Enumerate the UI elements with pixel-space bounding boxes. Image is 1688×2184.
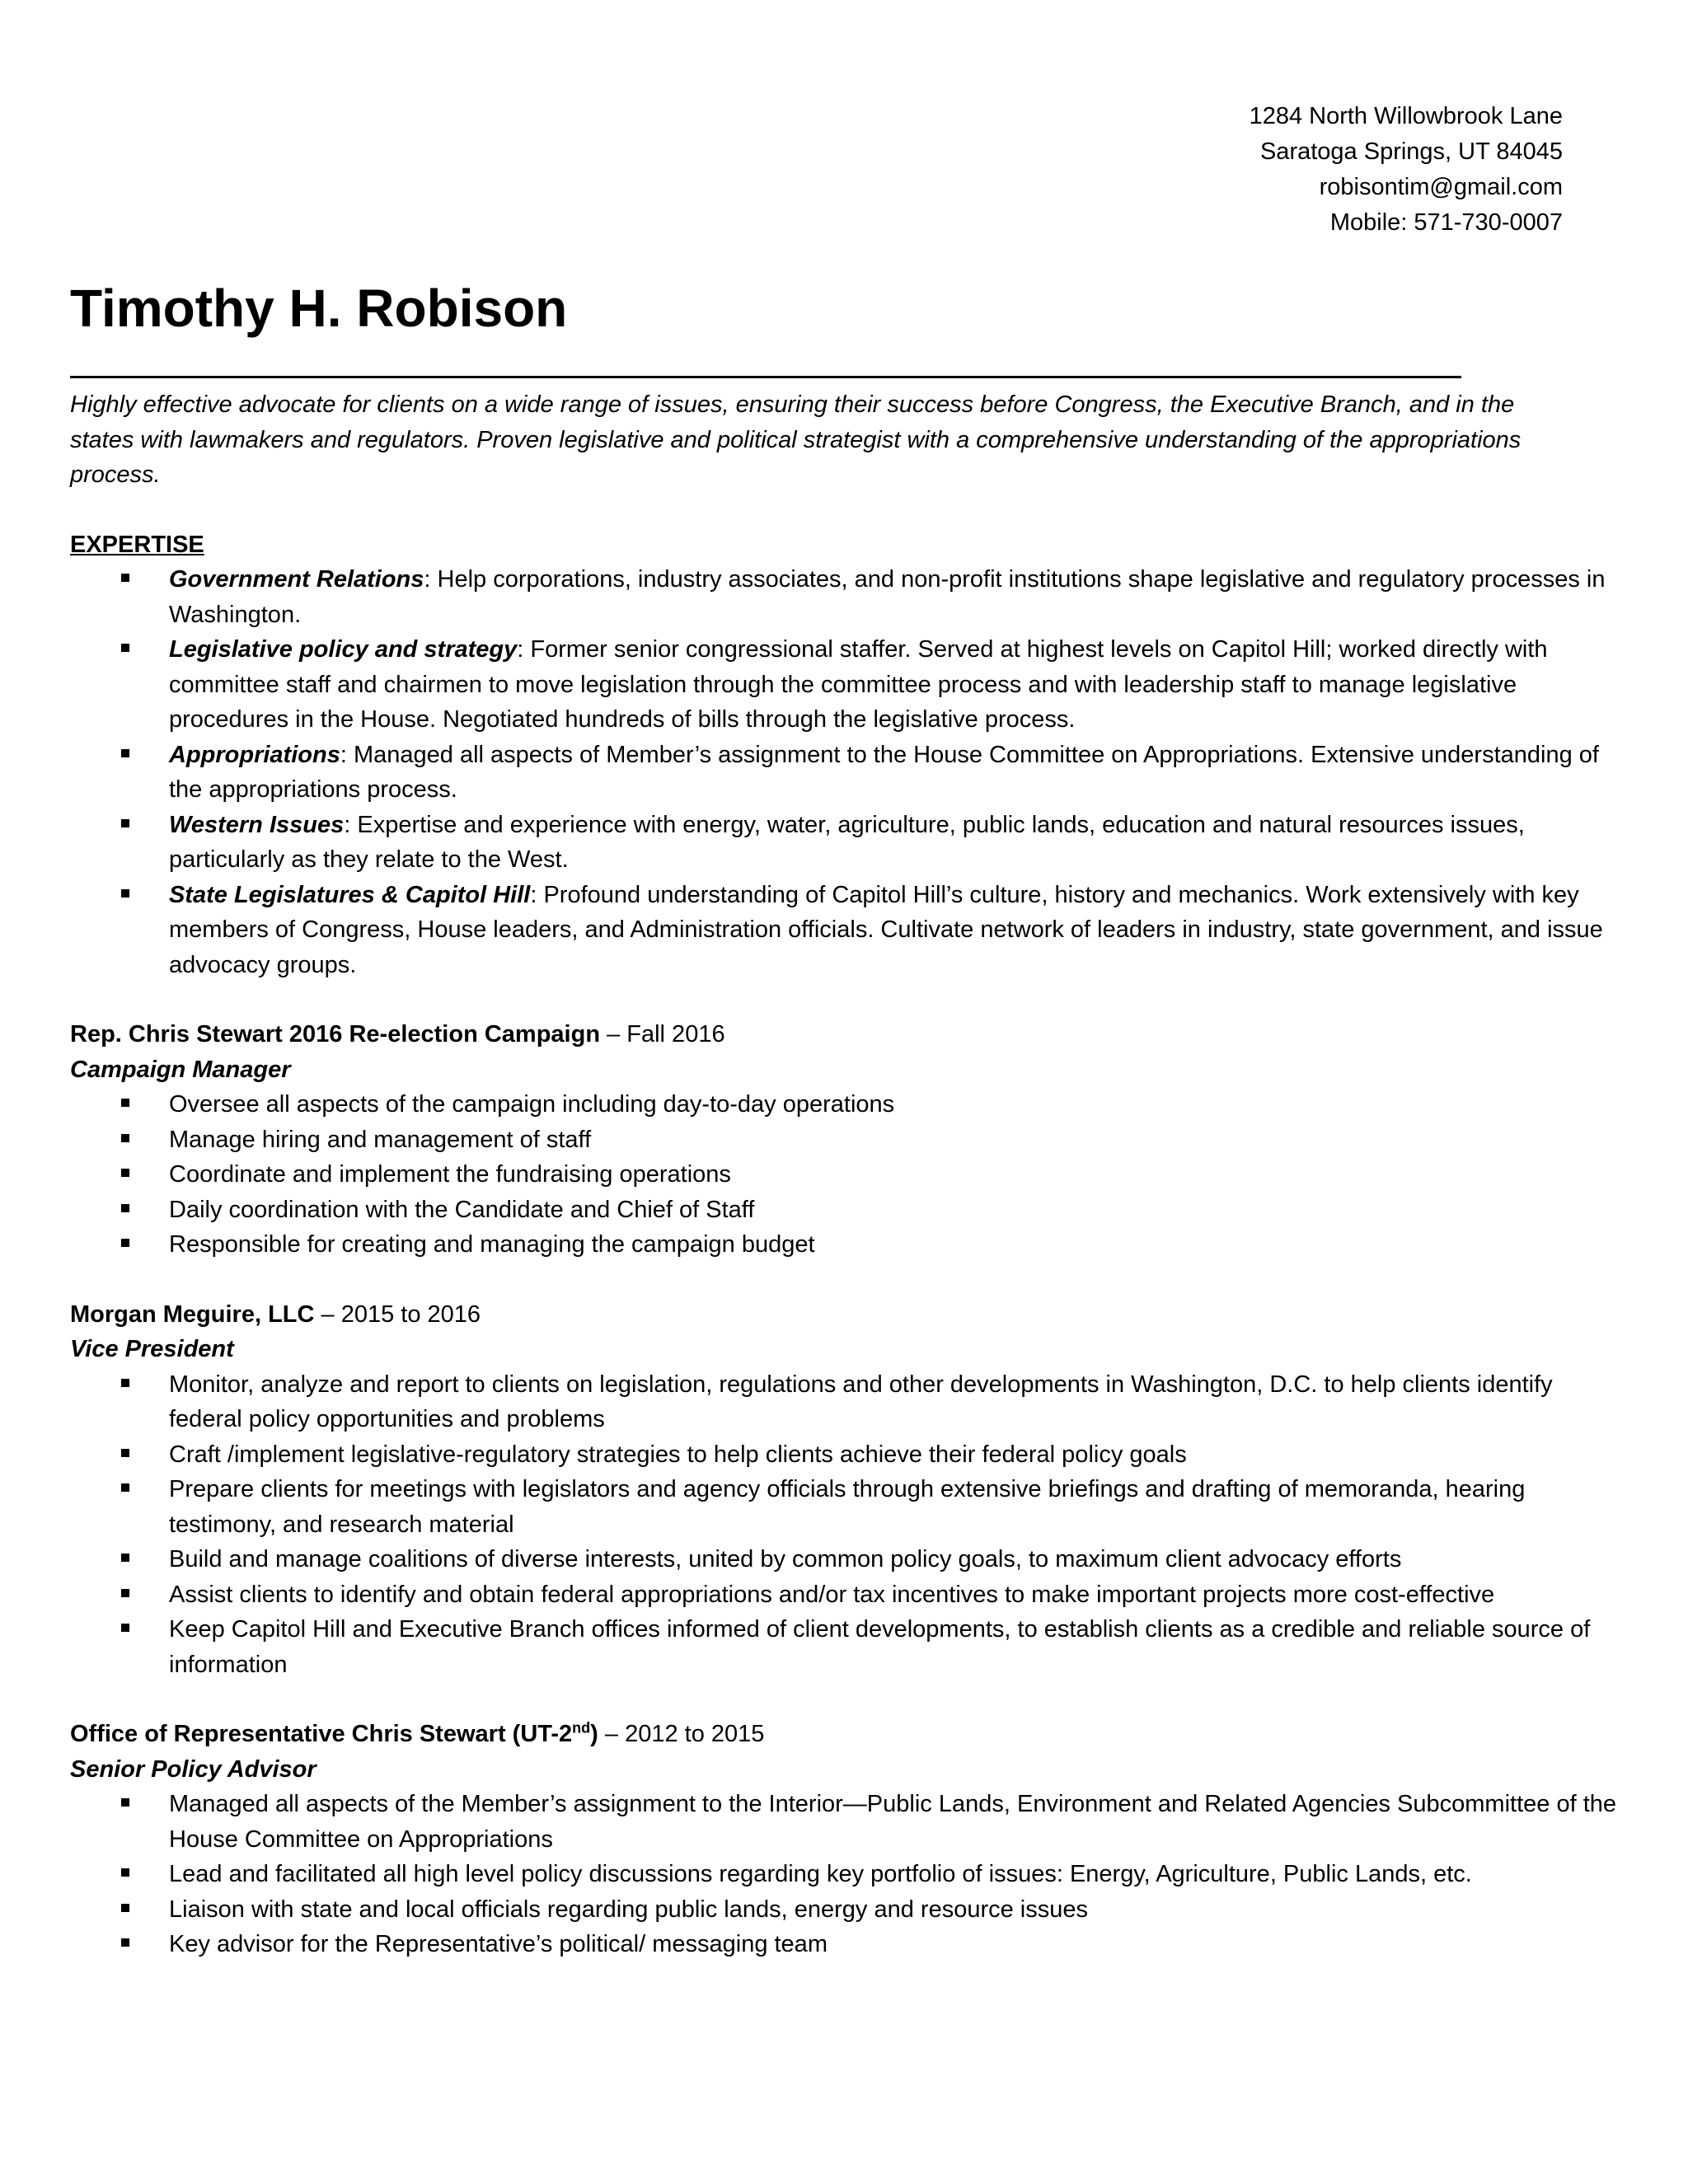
job-bullet: Assist clients to identify and obtain federal appropriations and/or tax incentives to make important projects more cost-effective [70, 1577, 1620, 1613]
expertise-item [70, 632, 1620, 738]
job-bullet: Monitor, analyze and report to clients on legislation, regulations and other developments in Washington, D.C. to help clients identify federal policy opportunities and problems [70, 1367, 1620, 1437]
expertise-item-text: Managed all aspects of Member’s assignment to the House Committee on Appropriations. Extensive understanding of the appropriations process. [169, 741, 1599, 803]
job-organization-superscript: nd [572, 1719, 591, 1736]
resume-body [70, 387, 1620, 1962]
job-organization [70, 1721, 598, 1747]
job-header [70, 1717, 1620, 1752]
contact-block [1250, 99, 1563, 241]
contact-city: Saratoga Springs, UT 84045 [1259, 138, 1563, 165]
job-bullets [70, 1787, 1620, 1962]
job-organization: Morgan Meguire, LLC [70, 1301, 315, 1328]
job-bullet: Prepare clients for meetings with legislators and agency officials through extensive briefings and drafting of memoranda, hearing testimony, and research material [70, 1472, 1620, 1542]
expertise-item-sep: : [344, 811, 358, 838]
job-organization: Rep. Chris Stewart 2016 Re-election Campaign [70, 1021, 601, 1047]
expertise-item-lead: Western Issues [169, 811, 345, 838]
job-bullet: Responsible for creating and managing the campaign budget [70, 1227, 1620, 1263]
expertise-item-text: Former senior congressional staffer. Served at highest levels on Capitol Hill; worked directly with committee staff and chairmen to move legislation through the committee process and with leadership staff to manage legislative procedures in the House. Negotiated hundreds of bills through the legislative process. [169, 636, 1548, 733]
job-dates: – 2015 to 2016 [314, 1301, 481, 1328]
expertise-item-text: Profound understanding of Capitol Hill’s culture, history and mechanics. Work extensively with key members of Congress, House leaders, and Administration officials. Cultivate network of leaders in industry, state government, and issue advocacy groups. [169, 881, 1603, 978]
job-header [70, 1297, 1620, 1333]
job-entry-campaign [70, 1017, 1620, 1263]
job-bullet: Coordinate and implement the fundraising operations [70, 1157, 1620, 1193]
job-entry-rep-office [70, 1717, 1620, 1962]
expertise-item-sep: : [530, 881, 544, 908]
expertise-item [70, 738, 1620, 808]
job-bullet: Manage hiring and management of staff [70, 1122, 1620, 1158]
header-divider [70, 376, 1461, 378]
expertise-item-lead: Government Relations [169, 566, 424, 593]
contact-email: robisontim@gmail.com [1319, 174, 1563, 200]
job-bullets [70, 1367, 1620, 1683]
expertise-item-lead: Appropriations [169, 741, 340, 768]
job-dates: – Fall 2016 [600, 1021, 725, 1047]
job-bullet: Craft /implement legislative-regulatory strategies to help clients achieve their federal policy goals [70, 1437, 1620, 1473]
job-bullet: Managed all aspects of the Member’s assignment to the Interior—Public Lands, Environment and Related Agencies Subcommittee of the House Committee on Appropriations [70, 1787, 1620, 1857]
candidate-name: Timothy H. Robison [70, 279, 568, 338]
expertise-item-lead: State Legislatures & Capitol Hill [169, 881, 531, 908]
job-bullet: Liaison with state and local officials regarding public lands, energy and resource issues [70, 1892, 1620, 1928]
expertise-item [70, 562, 1620, 632]
expertise-item-text: Expertise and experience with energy, water, agriculture, public lands, education and natural resources issues, particularly as they relate to the West. [169, 811, 1525, 873]
job-bullet: Daily coordination with the Candidate and Chief of Staff [70, 1193, 1620, 1228]
job-title: Senior Policy Advisor [70, 1755, 316, 1783]
expertise-heading: EXPERTISE [70, 531, 204, 558]
job-entry-morgan-meguire [70, 1297, 1620, 1683]
expertise-item [70, 808, 1620, 878]
expertise-item-text: Help corporations, industry associates, and non-profit institutions shape legislative and regulatory processes in Washington. [169, 566, 1606, 628]
expertise-item-lead: Legislative policy and strategy [169, 636, 518, 663]
contact-street: 1284 North Willowbrook Lane [1249, 103, 1563, 129]
job-bullet: Key advisor for the Representative’s political/ messaging team [70, 1927, 1620, 1962]
job-bullet: Oversee all aspects of the campaign including day-to-day operations [70, 1087, 1620, 1122]
job-bullets [70, 1087, 1620, 1263]
expertise-item [70, 878, 1620, 983]
job-title: Campaign Manager [70, 1056, 291, 1083]
contact-phone: Mobile: 571-730-0007 [1329, 209, 1563, 236]
job-bullet: Build and manage coalitions of diverse interests, united by common policy goals, to maximum client advocacy efforts [70, 1542, 1620, 1577]
job-title: Vice President [70, 1336, 234, 1362]
expertise-item-sep: : [517, 636, 531, 663]
job-organization-close: ) [590, 1721, 598, 1747]
summary-text: Highly effective advocate for clients on a wide range of issues, ensuring their success before Congress, the Executive Branch, and in the states with lawmakers and regulators. Proven legislative and political strategist with a comprehensive understanding of the appropriations process. [70, 391, 1522, 488]
job-organization-name: Office of Representative Chris Stewart (UT-2 [70, 1721, 573, 1747]
expertise-section [70, 527, 1620, 983]
expertise-item-sep: : [340, 741, 354, 768]
expertise-item-sep: : [424, 566, 438, 593]
expertise-list [70, 562, 1620, 982]
job-dates: – 2012 to 2015 [598, 1721, 765, 1747]
job-bullet: Lead and facilitated all high level policy discussions regarding key portfolio of issues: Energy, Agriculture, Public Lands, etc. [70, 1857, 1620, 1892]
job-header [70, 1017, 1620, 1052]
job-bullet: Keep Capitol Hill and Executive Branch offices informed of client developments, to establish clients as a credible and reliable source of information [70, 1612, 1620, 1682]
